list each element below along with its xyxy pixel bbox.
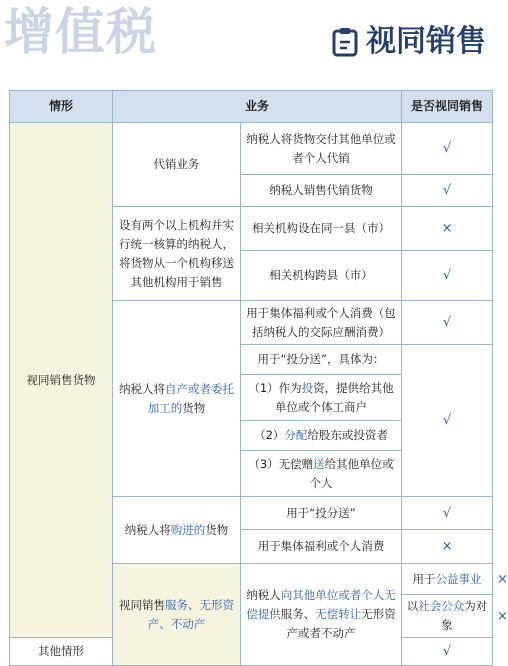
- vat-table: [9, 90, 508, 666]
- group2-business: [241, 564, 402, 666]
- group2-item2: [402, 595, 493, 638]
- zichan-mark1: √: [402, 301, 493, 345]
- group2-label: [113, 564, 241, 666]
- group1-label: 视同销售货物: [10, 123, 113, 638]
- sub2-post: 给股东或投资者: [307, 428, 388, 442]
- title-block: [332, 24, 486, 60]
- g2-item2-pre: 以: [406, 599, 419, 613]
- col-header-situation: 情形: [10, 91, 113, 123]
- goujin-item1: 用于“投分送”: [241, 497, 402, 530]
- jigou-item1: 相关机构设在同一县（市）: [241, 207, 402, 251]
- zichan-item2: 用于“投分送”，具体为：: [241, 345, 402, 375]
- zichan-label: [113, 301, 241, 497]
- g2-biz-post: 无形资产或者不动产: [286, 607, 396, 640]
- watermark-text: 增值税: [4, 3, 157, 61]
- goujin-label-hl: 购进的: [170, 522, 206, 537]
- table-row: [10, 123, 493, 175]
- col-header-deemed-sale: 是否视同销售: [402, 91, 493, 123]
- g2-item2-post: 为对象: [441, 599, 488, 632]
- table-row: 视同销售服务、无形资产、不动产 纳税人向其他单位或者个人无偿提供服务、无偿转让无形资产或者不动产 用于公益事业 ×: [10, 564, 493, 595]
- g2-item1-pre: 用于: [412, 571, 436, 586]
- goujin-mark2: ×: [402, 530, 493, 564]
- goujin-label: [113, 497, 241, 564]
- zichan-label-hl: 自产或者委托加工的: [147, 381, 234, 415]
- jigou-label: 设有两个以上机构并实行统一核算的纳税人，将货物从一个机构移送其他机构用于销售: [113, 207, 241, 301]
- daixiao-mark2: √: [402, 175, 493, 207]
- group2-item3: 其他情形: [10, 638, 113, 666]
- sub3-hl: 送: [313, 456, 325, 471]
- group2-mark3: √: [402, 638, 493, 666]
- clipboard-icon: [332, 27, 358, 57]
- goujin-mark1: √: [402, 497, 493, 530]
- daixiao-mark1: √: [402, 123, 493, 175]
- sub3-post: 给其他单位或个人: [309, 456, 394, 490]
- daixiao-label: 代销业务: [113, 123, 241, 207]
- table-header-row: [10, 91, 493, 123]
- zichan-label-post: 货物: [182, 400, 206, 415]
- sub2-hl: 分: [284, 428, 296, 442]
- goujin-item2: 用于集体福利或个人消费: [241, 530, 402, 564]
- group2-item1: [402, 564, 493, 595]
- page-title: 视同销售: [366, 24, 486, 59]
- group2-label-pre: 视同销售: [119, 597, 165, 612]
- sub1-pre: （1）作为: [248, 380, 302, 395]
- jigou-mark2: √: [402, 251, 493, 301]
- daixiao-item2: 纳税人销售代销货物: [241, 175, 402, 207]
- daixiao-item1: 纳税人将货物交付其他单位或者个人代销: [241, 123, 402, 175]
- zichan-mark2: √: [402, 345, 493, 497]
- jigou-mark1: ×: [402, 207, 493, 251]
- g2-biz-hl1: 向其他单位或者个人无偿提供: [246, 588, 396, 621]
- zichan-sub3: [241, 451, 402, 497]
- g2-item1-hl: 公益事业: [435, 571, 482, 586]
- g2-item2-hl: 社会公众: [418, 599, 465, 613]
- col-header-business: 业务: [113, 91, 402, 123]
- sub1-hl: 投: [301, 380, 314, 395]
- zichan-sub1: [241, 375, 402, 421]
- goujin-label-pre: 纳税人将: [124, 522, 171, 537]
- sub2-pre: （2）: [254, 428, 285, 442]
- jigou-item2: 相关机构跨县（市）: [241, 251, 402, 301]
- group2-label-hl: 服务、无形资产、不动产: [147, 597, 234, 631]
- zichan-label-pre: 纳税人将: [119, 381, 165, 396]
- sub2-mid: 配: [295, 428, 308, 442]
- zichan-item1: 用于集体福利或个人消费（包括纳税人的交际应酬消费）: [241, 301, 402, 345]
- page-header: [0, 0, 500, 88]
- goujin-label-post: 货物: [205, 522, 229, 537]
- g2-biz-pre: 纳税人: [246, 588, 281, 602]
- g2-biz-mid: 服务、: [280, 607, 316, 621]
- table-row: 以社会公众为对象 ×: [10, 595, 493, 638]
- g2-biz-hl2: 无偿转让: [315, 607, 362, 621]
- sub3-pre: （3）无偿赠: [248, 456, 314, 471]
- sub1-post: 资，提供给其他单位或个体工商户: [275, 380, 394, 414]
- zichan-sub2: [241, 421, 402, 451]
